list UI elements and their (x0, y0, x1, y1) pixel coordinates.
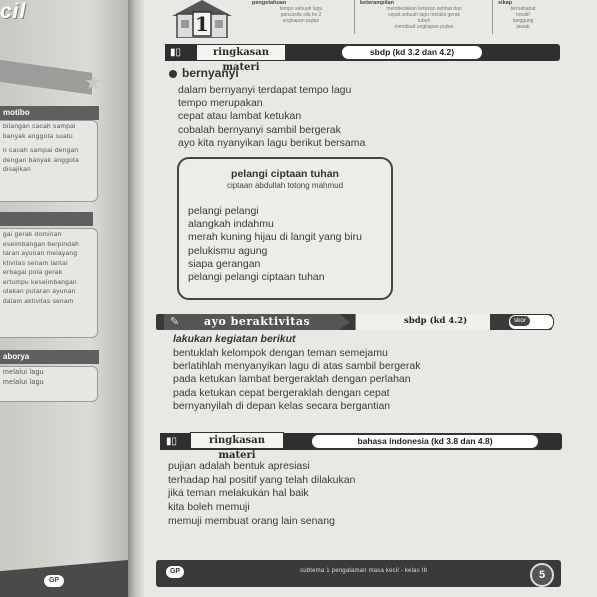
book-icon: ▮▯ (170, 47, 182, 58)
column-line: tubuh (417, 18, 431, 24)
pengetahuan-heading: pengetahuan (252, 0, 287, 6)
column-line: bersahabat (510, 6, 536, 12)
poem-line: pelangi pelangi (188, 205, 259, 217)
lesson-number: 1 (195, 12, 209, 36)
left-line: dalam aktivitas senam (3, 297, 74, 305)
aktivitas-label: ayo beraktivitas (204, 315, 311, 328)
divider (354, 0, 355, 34)
text-line: pada ketukan cepat bergeraklah dengan cepat (173, 386, 390, 399)
bullet-icon (169, 70, 177, 78)
left-line: banyak anggota suatu (3, 132, 73, 140)
column-line: membedakan ketukan lambat dan (386, 6, 462, 12)
text-line: pada ketukan lambat bergeraklah dengan perlahan (173, 373, 411, 386)
aktivitas-subject: sbdp (kd 4.2) (404, 316, 468, 326)
left-page (0, 0, 128, 597)
logo: GP (44, 575, 64, 587)
left-line: disajikan (3, 166, 31, 173)
logo: GP (166, 566, 184, 578)
footer-text: subtema 1 pengalaman masa kecil - kelas Ib (300, 568, 428, 574)
text-line: bernyanyilah di depan kelas secara bergantian (173, 399, 391, 412)
left-line: eseimbangan berpindah (3, 240, 80, 248)
left-section-box (0, 366, 98, 402)
aktivitas-heading: lakukan kegiatan berikut (173, 333, 296, 345)
left-line: n cacah sampai dengan (3, 147, 79, 154)
book-spine (128, 0, 144, 597)
sikap-column (498, 0, 548, 34)
left-section-box (0, 228, 98, 338)
text-line: terhadap hal positif yang telah dilakukan (168, 473, 356, 486)
ringkasan-materi-label: ringkasan materi (190, 432, 284, 449)
poem-line: siapa gerangan (188, 257, 261, 270)
pencil-icon: ✎ (170, 316, 180, 328)
subject-pill: bahasa indonesia (kd 3.8 dan 4.8) (310, 433, 540, 450)
divider (492, 0, 493, 34)
left-line: melalui lagu (3, 369, 44, 376)
left-line: melalui lagu (3, 378, 44, 386)
bernyanyi-heading: bernyanyi (182, 66, 239, 80)
text-line: bentuklah kelompok dengan teman semejamu (173, 347, 388, 359)
left-line: gai gerak dominan (3, 231, 62, 238)
poem-line: pelukismu agung (188, 244, 268, 257)
text-line: memuji membuat orang lain senang (168, 514, 335, 527)
left-footer-bar (0, 560, 128, 597)
poem-line: alangkah indahmu (188, 218, 274, 231)
poem-author: ciptaan abdullah totong mahmud (226, 181, 344, 190)
pengetahuan-column (252, 0, 350, 34)
text-line: cepat atau lambat ketukan (178, 110, 302, 123)
keterampilan-heading: keterampilan (360, 0, 394, 6)
aktivitas-text (173, 347, 473, 413)
column-line: cepat sebuah lagu melalui gerak (388, 12, 460, 18)
column-line: tempo sebuah lagu (279, 6, 323, 12)
left-line: erbagai pola gerak (3, 269, 63, 276)
ringkasan-materi-label: ringkasan materi (196, 44, 286, 61)
left-line: taran ayunan melayang (3, 250, 78, 257)
left-line: bilangan cacah sampai (3, 123, 76, 130)
keterampilan-column (360, 0, 488, 34)
left-line: olakan putaran ayunan (3, 288, 76, 295)
column-line: tanggung (512, 18, 534, 24)
left-banner (0, 59, 92, 94)
left-line: dengan banyak anggota (3, 156, 80, 164)
column-line: jawab (516, 24, 530, 30)
sikap-heading: sikap (498, 0, 513, 6)
left-section-box (0, 120, 98, 202)
text-line: ayo kita nyanyikan lagu berikut bersama (178, 136, 366, 149)
text-line: tempo merupakan (178, 97, 263, 110)
left-section-heading: motibo (0, 106, 99, 120)
text-line: pujian adalah bentuk apresiasi (168, 460, 310, 472)
left-page-title: cil (0, 0, 27, 23)
pujian-text (168, 460, 468, 529)
score-label: skor (510, 316, 530, 326)
left-line: ertumpu keseimbangan (3, 278, 77, 286)
poem-box (177, 157, 393, 300)
column-line: kreatif (516, 12, 530, 18)
column-line: membuat ungkapan pujian (394, 24, 454, 30)
poem-line: pelangi pelangi ciptaan tuhan (188, 271, 325, 284)
bernyanyi-text (178, 84, 408, 150)
left-line: ktivitas senam lantai (3, 259, 68, 267)
text-line: berlatihlah menyanyikan lagu di atas sambil bergerak (173, 360, 421, 373)
text-line: cobalah bernyanyi sambil bergerak (178, 123, 341, 136)
left-section-heading: aborya (0, 350, 99, 364)
poem-title: pelangi ciptaan tuhan (231, 168, 339, 180)
subject-pill: sbdp (kd 3.2 dan 4.2) (340, 44, 484, 61)
poem-line: merah kuning hijau di langit yang biru (188, 231, 362, 244)
page-number: 5 (530, 563, 554, 587)
text-line: dalam bernyanyi terdapat tempo lagu (178, 84, 352, 96)
book-icon: ▮▯ (166, 436, 178, 447)
text-line: jika teman melakukan hal baik (168, 487, 309, 500)
column-line: pancasila sila ke 2 (280, 12, 322, 18)
poem-lines (188, 205, 388, 284)
text-line: kita boleh memuji (168, 501, 250, 514)
star-icon: ★ (84, 72, 102, 94)
left-section-heading-bar (0, 212, 93, 226)
column-line: ungkapan pujian (282, 18, 320, 24)
